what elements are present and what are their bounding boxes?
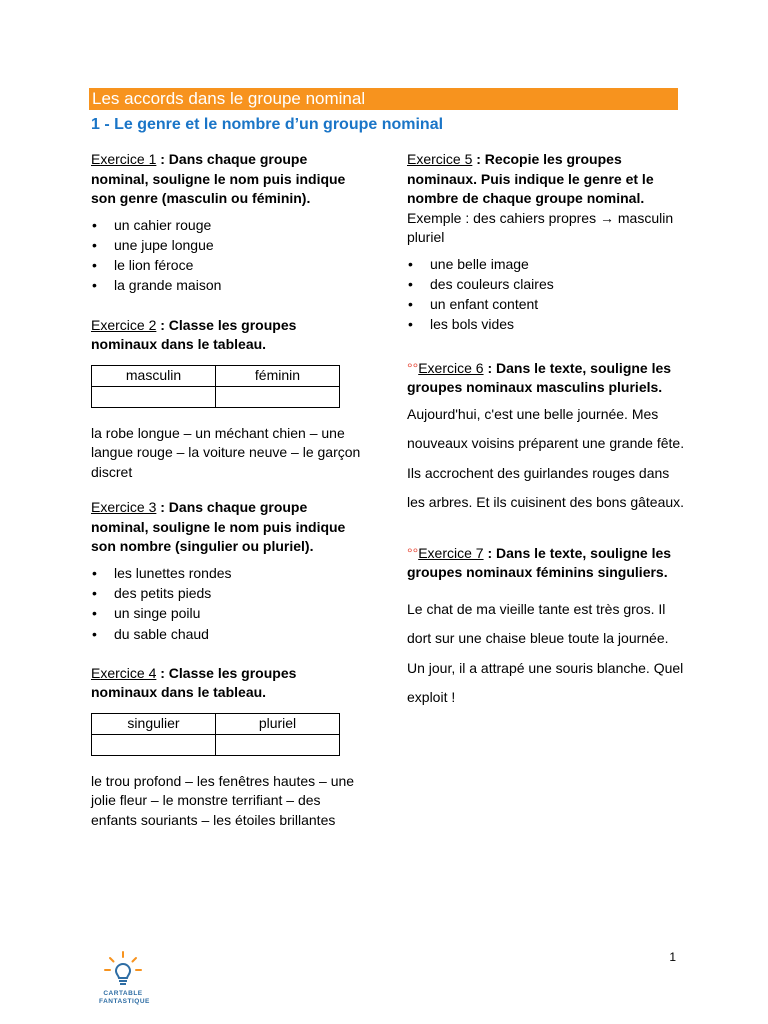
section-subtitle: 1 - Le genre et le nombre d’un groupe nominal	[91, 116, 444, 133]
exercise-1-label: Exercice 1	[91, 151, 157, 167]
exercise-6-label: Exercice 6	[418, 359, 484, 376]
logo-line-1: CARTABLE	[103, 990, 143, 997]
list-item: • des couleurs claires	[407, 274, 687, 294]
exercise-2-text: la robe longue – un méchant chien – une langue rouge – la voiture neuve – le garçon discret	[91, 424, 361, 480]
exercise-1-heading	[91, 150, 366, 209]
exercise-4-heading	[91, 664, 366, 703]
table-row	[92, 386, 340, 407]
exercise-3	[91, 498, 366, 644]
list-item: • le lion féroce	[91, 255, 366, 275]
exercise-2-label: Exercice 2	[91, 316, 157, 333]
exercise-1-instruction: : Dans chaque groupe nominal, souligne le nom puis indique son genre (masculin ou féminin).	[91, 151, 346, 206]
exercise-6-heading	[407, 359, 687, 398]
exercise-4	[91, 664, 366, 831]
table-cell-empty[interactable]	[216, 386, 340, 407]
table-header-cell: masculin	[92, 365, 216, 386]
exercise-4-label: Exercice 4	[91, 664, 157, 681]
exercise-2-heading	[91, 316, 366, 355]
exercise-6-text: Aujourd'hui, c'est une belle journée. Mes nouveaux voisins préparent une grande fête. Ils accrochent des guirlandes rouges dans les arbres. Et ils cuisinent des bons gâteaux.	[407, 405, 685, 511]
exercise-7	[407, 544, 687, 713]
list-item: • un enfant content	[407, 294, 687, 314]
list-item: • du sable chaud	[91, 624, 366, 644]
exercise-2-table	[91, 365, 340, 408]
list-item: • les lunettes rondes	[91, 563, 366, 583]
exercise-6	[407, 359, 687, 518]
exercise-7-label: Exercice 7	[418, 544, 484, 561]
list-item: • des petits pieds	[91, 583, 366, 603]
table-cell-empty[interactable]	[92, 734, 216, 755]
exercise-3-label: Exercice 3	[91, 499, 157, 516]
exercise-5-heading	[407, 150, 687, 209]
table-header-cell: pluriel	[216, 713, 340, 734]
list-item: • une jupe longue	[91, 235, 366, 255]
right-column	[407, 150, 687, 713]
logo-line-2: FANTASTIQUE	[99, 998, 150, 1005]
exercise-7-text: Le chat de ma vieille tante est très gros. Il dort sur une chaise bleue toute la journée. Un jour, il a attrapé une souris blanche. Quel exploit !	[407, 600, 684, 706]
difficulty-stars: °°	[407, 359, 419, 376]
exercise-5	[407, 150, 687, 335]
list-item: • un singe poilu	[91, 603, 366, 623]
exercise-5-example: Exemple : des cahiers propres → masculin pluriel	[407, 209, 674, 245]
exercise-6-instruction: : Dans le texte, souligne les groupes nominaux masculins pluriels.	[407, 359, 672, 396]
logo-text	[99, 990, 150, 1006]
lightbulb-icon	[103, 950, 143, 990]
list-item: • une belle image	[407, 254, 687, 274]
exercise-3-list	[91, 563, 366, 644]
exercise-7-heading	[407, 544, 687, 583]
table-cell-empty[interactable]	[216, 734, 340, 755]
table-cell-empty[interactable]	[92, 386, 216, 407]
exercise-1-list	[91, 215, 366, 296]
exercise-1	[91, 150, 366, 296]
table-header-cell: singulier	[92, 713, 216, 734]
table-header-cell: féminin	[216, 365, 340, 386]
page-title: Les accords dans le groupe nominal	[89, 88, 678, 110]
exercise-5-list	[407, 254, 687, 335]
exercise-5-instruction: : Recopie les groupes nominaux. Puis indique le genre et le nombre de chaque groupe nominal.	[407, 151, 654, 206]
page-number: 1	[669, 950, 676, 964]
difficulty-stars: °°	[407, 544, 419, 561]
exercise-5-label: Exercice 5	[407, 151, 473, 167]
list-item: • les bols vides	[407, 314, 687, 334]
left-column	[91, 150, 366, 830]
table-row	[92, 734, 340, 755]
exercise-4-text: le trou profond – les fenêtres hautes – une jolie fleur – le monstre terrifiant – des enfants souriants – les étoiles brillantes	[91, 772, 355, 828]
exercise-3-instruction: : Dans chaque groupe nominal, souligne le nom puis indique son nombre (singulier ou pluriel).	[91, 499, 346, 555]
exercise-2-instruction: : Classe les groupes nominaux dans le tableau.	[91, 316, 297, 353]
exercise-7-instruction: : Dans le texte, souligne les groupes nominaux féminins singuliers.	[407, 544, 672, 581]
exercise-3-heading	[91, 498, 366, 557]
table-header-row	[92, 713, 340, 734]
exercise-4-table	[91, 713, 340, 756]
list-item: • la grande maison	[91, 275, 366, 295]
table-header-row	[92, 365, 340, 386]
list-item: • un cahier rouge	[91, 215, 366, 235]
exercise-2	[91, 316, 366, 483]
exercise-4-instruction: : Classe les groupes nominaux dans le tableau.	[91, 664, 297, 701]
